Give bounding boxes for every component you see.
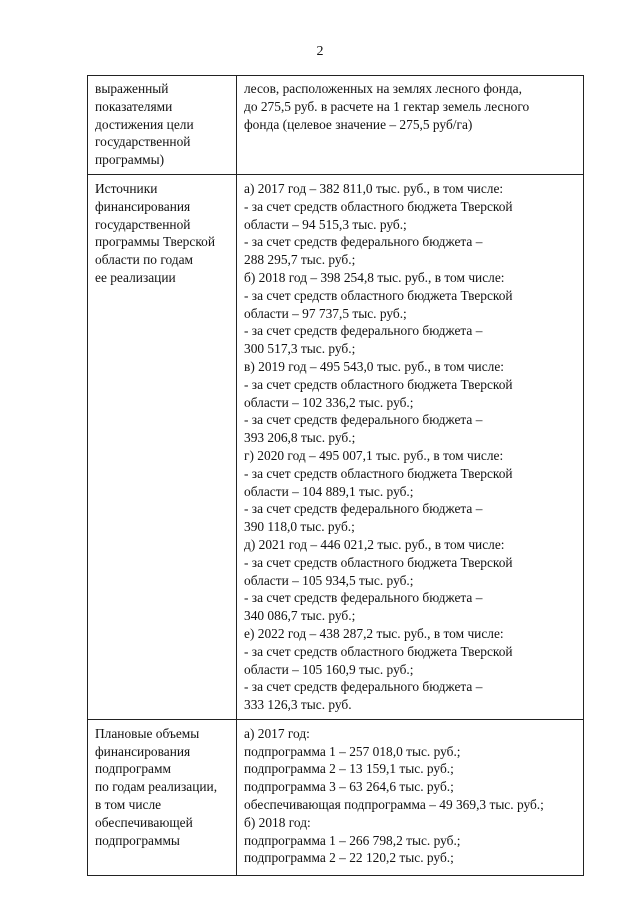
table-row-funding-sources [88, 174, 584, 719]
row-content-line: фонда (целевое значение – 275,5 руб/га) [244, 116, 473, 132]
table-row-indicators [88, 76, 584, 175]
row-content-line: 340 086,7 тыс. руб.; [244, 608, 356, 624]
row-content-line: лесов, расположенных на землях лесного фонда, [244, 81, 522, 96]
row-content-line: е) 2022 год – 438 287,2 тыс. руб., в том числе: [244, 625, 504, 641]
row-content-line: б) 2018 год – 398 254,8 тыс. руб., в том числе: [244, 269, 505, 285]
row-content-line: - за счет средств федерального бюджета – [244, 234, 483, 250]
row-content-line: - за счет средств областного бюджета Тверской [244, 287, 513, 303]
row-label-line: Плановые объемы [95, 725, 200, 741]
row-content-line: - за счет средств федерального бюджета – [244, 590, 483, 606]
row-content-line: - за счет средств областного бюджета Тверской [244, 643, 513, 659]
row-content-line: а) 2017 год: [244, 725, 310, 741]
row-content-line: - за счет средств областного бюджета Тверской [244, 198, 513, 214]
row-label-line: выраженный [95, 81, 169, 96]
row-label-line: программы Тверской [95, 234, 216, 250]
row-content-cell [237, 174, 584, 719]
row-content-cell [237, 76, 584, 175]
row-content-line: - за счет средств федерального бюджета – [244, 679, 483, 695]
row-content-line: - за счет средств областного бюджета Тверской [244, 554, 513, 570]
row-label-line: показателями [95, 98, 173, 114]
row-content-line: подпрограмма 1 – 257 018,0 тыс. руб.; [244, 743, 461, 759]
row-content-line: области – 97 737,5 тыс. руб.; [244, 305, 407, 321]
row-content-line: 390 118,0 тыс. руб.; [244, 519, 355, 535]
row-label-line: государственной [95, 216, 191, 232]
row-content-line: области – 104 889,1 тыс. руб.; [244, 483, 414, 499]
row-content-line: подпрограмма 1 – 266 798,2 тыс. руб.; [244, 832, 461, 848]
table-row-subprogram-volumes [88, 719, 584, 875]
row-content-line: в) 2019 год – 495 543,0 тыс. руб., в том числе: [244, 358, 505, 374]
row-content-line: 288 295,7 тыс. руб.; [244, 252, 356, 268]
row-label-line: обеспечивающей [95, 814, 193, 830]
row-label-cell [88, 719, 237, 875]
row-content-line: а) 2017 год – 382 811,0 тыс. руб., в том числе: [244, 180, 504, 196]
row-content-line: области – 102 336,2 тыс. руб.; [244, 394, 414, 410]
row-label-line: программы) [95, 152, 165, 168]
row-content-line: 333 126,3 тыс. руб. [244, 697, 352, 713]
row-label-line: Источники [95, 180, 158, 196]
row-label-line: достижения цели [95, 116, 194, 132]
row-content-line: области – 105 934,5 тыс. руб.; [244, 572, 414, 588]
page-number: 2 [316, 44, 324, 59]
row-content-line: - за счет средств федерального бюджета – [244, 501, 483, 517]
row-content-line: области – 105 160,9 тыс. руб.; [244, 661, 414, 677]
row-label-line: подпрограммы [95, 832, 180, 848]
row-label-cell [88, 76, 237, 175]
row-content-line: г) 2020 год – 495 007,1 тыс. руб., в том числе: [244, 447, 504, 463]
row-label-line: подпрограмм [95, 761, 171, 777]
row-content-line: 393 206,8 тыс. руб.; [244, 430, 356, 446]
row-content-line: до 275,5 руб. в расчете на 1 гектар земель лесного [244, 98, 530, 114]
row-content-line: подпрограмма 3 – 63 264,6 тыс. руб.; [244, 779, 454, 795]
row-content-line: - за счет средств областного бюджета Тверской [244, 376, 513, 392]
row-content-line: - за счет средств областного бюджета Тверской [244, 465, 513, 481]
row-content-cell [237, 719, 584, 875]
row-label-cell [88, 174, 237, 719]
row-content-line: области – 94 515,3 тыс. руб.; [244, 216, 407, 232]
row-content-line: б) 2018 год: [244, 814, 311, 830]
row-content-line: - за счет средств федерального бюджета – [244, 323, 483, 339]
row-label-line: по годам реализации, [95, 779, 218, 795]
row-content-line: д) 2021 год – 446 021,2 тыс. руб., в том числе: [244, 536, 505, 552]
row-content-line: подпрограмма 2 – 22 120,2 тыс. руб.; [244, 850, 454, 866]
row-content-line: - за счет средств федерального бюджета – [244, 412, 483, 428]
row-content-line: подпрограмма 2 – 13 159,1 тыс. руб.; [244, 761, 454, 777]
row-label-line: в том числе [95, 797, 162, 813]
row-label-line: области по годам [95, 252, 194, 268]
row-content-line: 300 517,3 тыс. руб.; [244, 341, 356, 357]
row-label-line: ее реализации [95, 269, 176, 285]
row-label-line: финансирования [95, 198, 191, 214]
program-passport-table [87, 75, 584, 876]
row-content-line: обеспечивающая подпрограмма – 49 369,3 тыс. руб.; [244, 797, 544, 813]
row-label-line: государственной [95, 134, 191, 150]
row-label-line: финансирования [95, 743, 191, 759]
